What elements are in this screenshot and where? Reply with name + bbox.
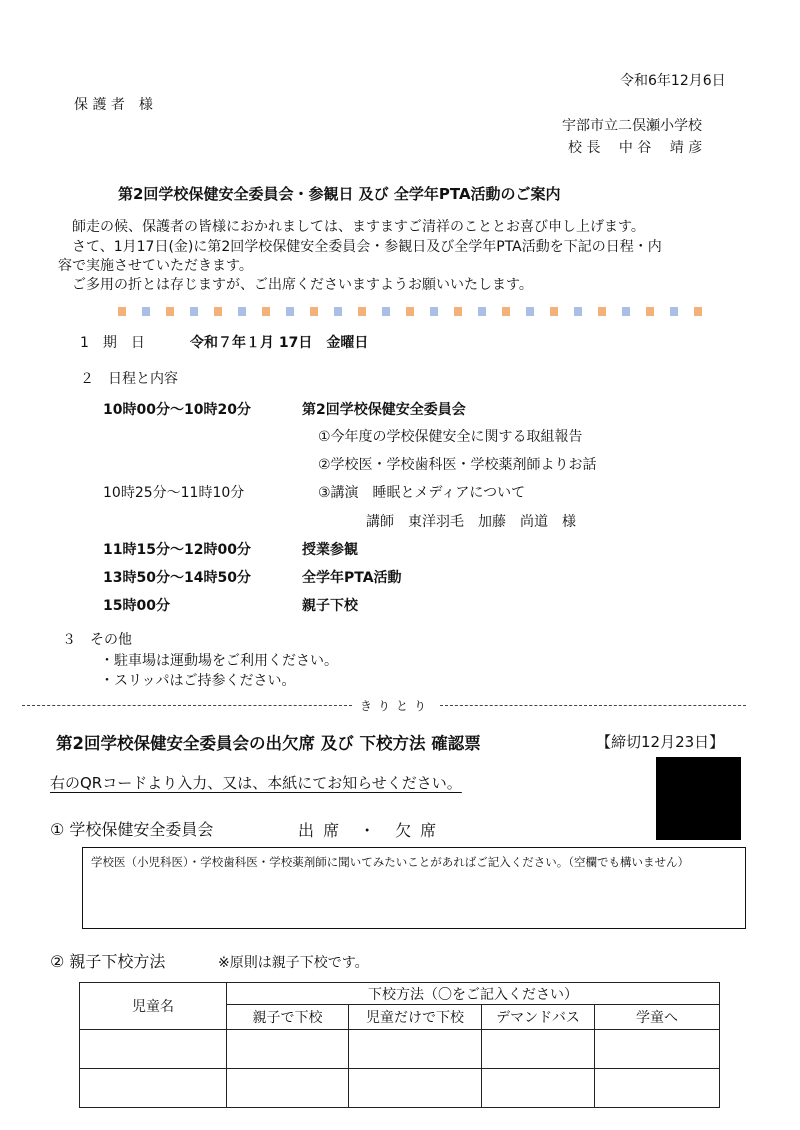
choice-cell[interactable] — [349, 1030, 482, 1069]
choice-cell[interactable] — [595, 1030, 720, 1069]
section2-label: ２ 日程と内容 — [80, 371, 178, 387]
decorative-dot — [382, 307, 390, 316]
q2-note: ※原則は親子下校です。 — [218, 955, 369, 971]
section3-label: ３ その他 — [62, 632, 132, 648]
decorative-dot — [334, 307, 342, 316]
section1-value: 令和７年１月 17日 金曜日 — [190, 335, 369, 351]
schedule-content-1: 第2回学校保健安全委員会 — [302, 402, 466, 418]
choice-cell[interactable] — [227, 1069, 349, 1108]
decorative-dot — [454, 307, 462, 316]
col-after-school: 学童へ — [595, 1005, 720, 1030]
section3-item-2: ・スリッパはご持参ください。 — [100, 673, 296, 689]
school-name: 宇部市立二俣瀬小学校 — [562, 118, 702, 134]
col-parent-child: 親子で下校 — [227, 1005, 349, 1030]
intro-line-1: 師走の候、保護者の皆様におかれましては、ますますご清祥のこととお喜び申し上げます。 — [72, 219, 645, 235]
decorative-dot — [430, 307, 438, 316]
schedule-content-6: 授業参観 — [302, 542, 358, 558]
child-name-cell[interactable] — [80, 1069, 227, 1108]
choice-cell[interactable] — [349, 1069, 482, 1108]
decorative-dot — [262, 307, 270, 316]
addressee: 保 護 者 様 — [74, 97, 153, 113]
decorative-dot — [358, 307, 366, 316]
intro-line-3: 容で実施させていただきます。 — [58, 258, 253, 274]
cutline-left — [22, 705, 352, 706]
decorative-dot — [598, 307, 606, 316]
schedule-content-3: ②学校医・学校歯科医・学校薬剤師よりお話 — [318, 457, 597, 473]
q2-label: ② 親子下校方法 — [50, 952, 166, 971]
schedule-content-5: 講師 東洋羽毛 加藤 尚道 様 — [366, 514, 576, 530]
child-name-cell[interactable] — [80, 1030, 227, 1069]
decorative-dot — [574, 307, 582, 316]
decorative-dot — [622, 307, 630, 316]
schedule-content-7: 全学年PTA活動 — [302, 570, 402, 586]
choice-cell[interactable] — [227, 1030, 349, 1069]
decorative-dot — [118, 307, 126, 316]
decorative-dot — [694, 307, 702, 316]
section1-label: 1 期 日 — [80, 335, 145, 351]
decorative-dot — [286, 307, 294, 316]
intro-line-2: さて、1月17日(金)に第2回学校保健安全委員会・参観日及び全学年PTA活動を下記の日程・内 — [72, 239, 662, 255]
decorative-dot — [238, 307, 246, 316]
decorative-dot — [166, 307, 174, 316]
dismissal-method-header: 下校方法（〇をご記入ください） — [227, 983, 720, 1005]
decorative-dot-row — [118, 307, 708, 319]
decorative-dot — [478, 307, 486, 316]
col-child-only: 児童だけで下校 — [349, 1005, 482, 1030]
table-row — [80, 1069, 720, 1108]
decorative-dot — [550, 307, 558, 316]
table-row — [80, 1030, 720, 1069]
schedule-time-7: 13時50分〜14時50分 — [103, 570, 251, 586]
choice-cell[interactable] — [482, 1069, 595, 1108]
q1-label: ① 学校保健安全委員会 — [50, 820, 214, 839]
form-instruction: 右のQRコードより入力、又は、本紙にてお知らせください。 — [50, 774, 462, 792]
schedule-content-2: ①今年度の学校保健安全に関する取組報告 — [318, 429, 583, 445]
dismissal-table — [79, 982, 720, 1108]
form-deadline: 【締切12月23日】 — [596, 733, 725, 751]
decorative-dot — [670, 307, 678, 316]
decorative-dot — [646, 307, 654, 316]
principal-name: 校 長 中 谷 靖 彦 — [568, 140, 703, 156]
decorative-dot — [214, 307, 222, 316]
intro-line-4: ご多用の折とは存じますが、ご出席くださいますようお願いいたします。 — [72, 277, 533, 293]
section3-item-1: ・駐車場は運動場をご利用ください。 — [100, 653, 338, 669]
decorative-dot — [406, 307, 414, 316]
decorative-dot — [142, 307, 150, 316]
schedule-time-8: 15時00分 — [103, 598, 170, 614]
question-input-box[interactable] — [82, 847, 746, 929]
page-title: 第2回学校保健安全委員会・参観日 及び 全学年PTA活動のご案内 — [118, 185, 561, 203]
decorative-dot — [310, 307, 318, 316]
schedule-time-4: 10時25分〜11時10分 — [103, 485, 245, 501]
choice-cell[interactable] — [482, 1030, 595, 1069]
child-name-header: 児童名 — [80, 983, 227, 1030]
col-demand-bus: デマンドバス — [482, 1005, 595, 1030]
decorative-dot — [526, 307, 534, 316]
cutline-right — [440, 705, 746, 706]
choice-cell[interactable] — [595, 1069, 720, 1108]
document-date: 令和6年12月6日 — [620, 73, 726, 89]
schedule-time-1: 10時00分〜10時20分 — [103, 402, 251, 418]
cutline-label: きりとり — [360, 699, 433, 713]
decorative-dot — [502, 307, 510, 316]
qr-code[interactable] — [656, 757, 741, 840]
q1-options[interactable]: 出 席 ・ 欠 席 — [298, 821, 439, 840]
question-box-prompt: 学校医（小児科医）・学校歯科医・学校薬剤師に聞いてみたいことがあればご記入ください。（空欄でも構いません） — [91, 855, 689, 869]
form-title: 第2回学校保健安全委員会の出欠席 及び 下校方法 確認票 — [56, 734, 481, 753]
schedule-content-8: 親子下校 — [302, 598, 358, 614]
decorative-dot — [190, 307, 198, 316]
schedule-content-4: ③講演 睡眠とメディアについて — [318, 485, 526, 501]
schedule-time-6: 11時15分〜12時00分 — [103, 542, 251, 558]
